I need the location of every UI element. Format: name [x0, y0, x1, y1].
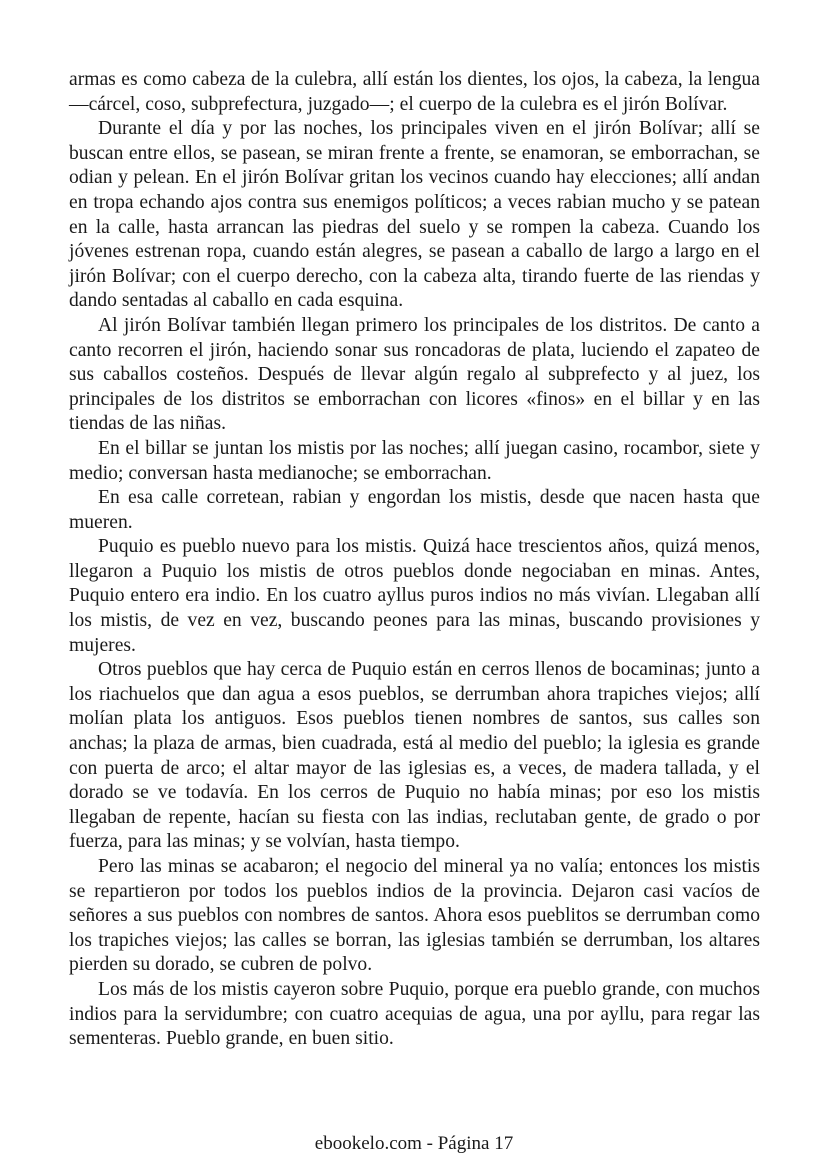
paragraph: Puquio es pueblo nuevo para los mistis. Quizá hace trescientos años, quizá menos, llegaron a Puquio los mistis de otros pueblos donde negociaban en minas. Antes, Puquio entero era indio. En los cuatro ayllus puros indios no más vivían. Llegaban allí los mistis, de vez en vez, buscando peones para las minas, buscando provisiones y mujeres. — [69, 536, 760, 656]
paragraph: Durante el día y por las noches, los principales viven en el jirón Bolívar; allí se buscan entre ellos, se pasean, se miran frente a frente, se enamoran, se emborrachan, se odian y pelean. En el jirón Bolívar gritan los vecinos cuando hay elecciones; allí andan en tropa echando ajos contra sus enemigos políticos; a veces rabian mucho y se patean en la calle, hasta arrancan las piedras del suelo y se rompen la cabeza. Cuando los jóvenes estrenan ropa, cuando están alegres, se pasean a caballo de largo a largo en el jirón Bolívar; con el cuerpo derecho, con la cabeza alta, tirando fuerte de las riendas y dando sentadas al caballo en cada esquina. — [69, 118, 760, 312]
paragraph: armas es como cabeza de la culebra, allí están los dientes, los ojos, la cabeza, la lengua —cárcel, coso, subprefectura, juzgado—; el cuerpo de la culebra es el jirón Bolívar. — [69, 69, 760, 115]
paragraph: Otros pueblos que hay cerca de Puquio están en cerros llenos de bocaminas; junto a los riachuelos que dan agua a esos pueblos, se derrumban ahora trapiches viejos; allí molían plata los antiguos. Esos pueblos tienen nombres de santos, sus calles son anchas; la plaza de armas, bien cuadrada, está al medio del pueblo; la iglesia es grande con puerta de arco; el altar mayor de las iglesias es, a veces, de madera tallada, y el dorado se ve todavía. En los cerros de Puquio no había minas; por eso los mistis llegaban de repente, hacían su fiesta con las indias, reclutaban gente, de grado o por fuerza, para las minas; y se volvían, hasta tiempo. — [69, 659, 760, 853]
body-text-column — [69, 68, 760, 1052]
page-footer: ebookelo.com - Página 17 — [314, 1133, 514, 1154]
paragraph: En esa calle corretean, rabian y engordan los mistis, desde que nacen hasta que mueren. — [69, 487, 760, 533]
paragraph: Pero las minas se acabaron; el negocio del mineral ya no valía; entonces los mistis se repartieron por todos los pueblos indios de la provincia. Dejaron casi vacíos de señores a sus pueblos con nombres de santos. Ahora esos pueblitos se derrumban como los trapiches viejos; las calles se borran, las iglesias también se derrumban, los altares pierden su dorado, se cubren de polvo. — [69, 856, 760, 976]
paragraph: Al jirón Bolívar también llegan primero los principales de los distritos. De canto a canto recorren el jirón, haciendo sonar sus roncadoras de plata, luciendo el zapateo de sus caballos costeños. Después de llevar algún regalo al subprefecto y al juez, los principales de los distritos se emborrachan con licores «finos» en el billar y en las tiendas de las niñas. — [69, 314, 760, 435]
paragraph: En el billar se juntan los mistis por las noches; allí juegan casino, rocambor, siete y medio; conversan hasta medianoche; se emborrachan. — [69, 437, 760, 484]
paragraph: Los más de los mistis cayeron sobre Puquio, porque era pueblo grande, con muchos indios para la servidumbre; con cuatro acequias de agua, una por ayllu, para regar las sementeras. Pueblo grande, en buen sitio. — [69, 978, 760, 1050]
